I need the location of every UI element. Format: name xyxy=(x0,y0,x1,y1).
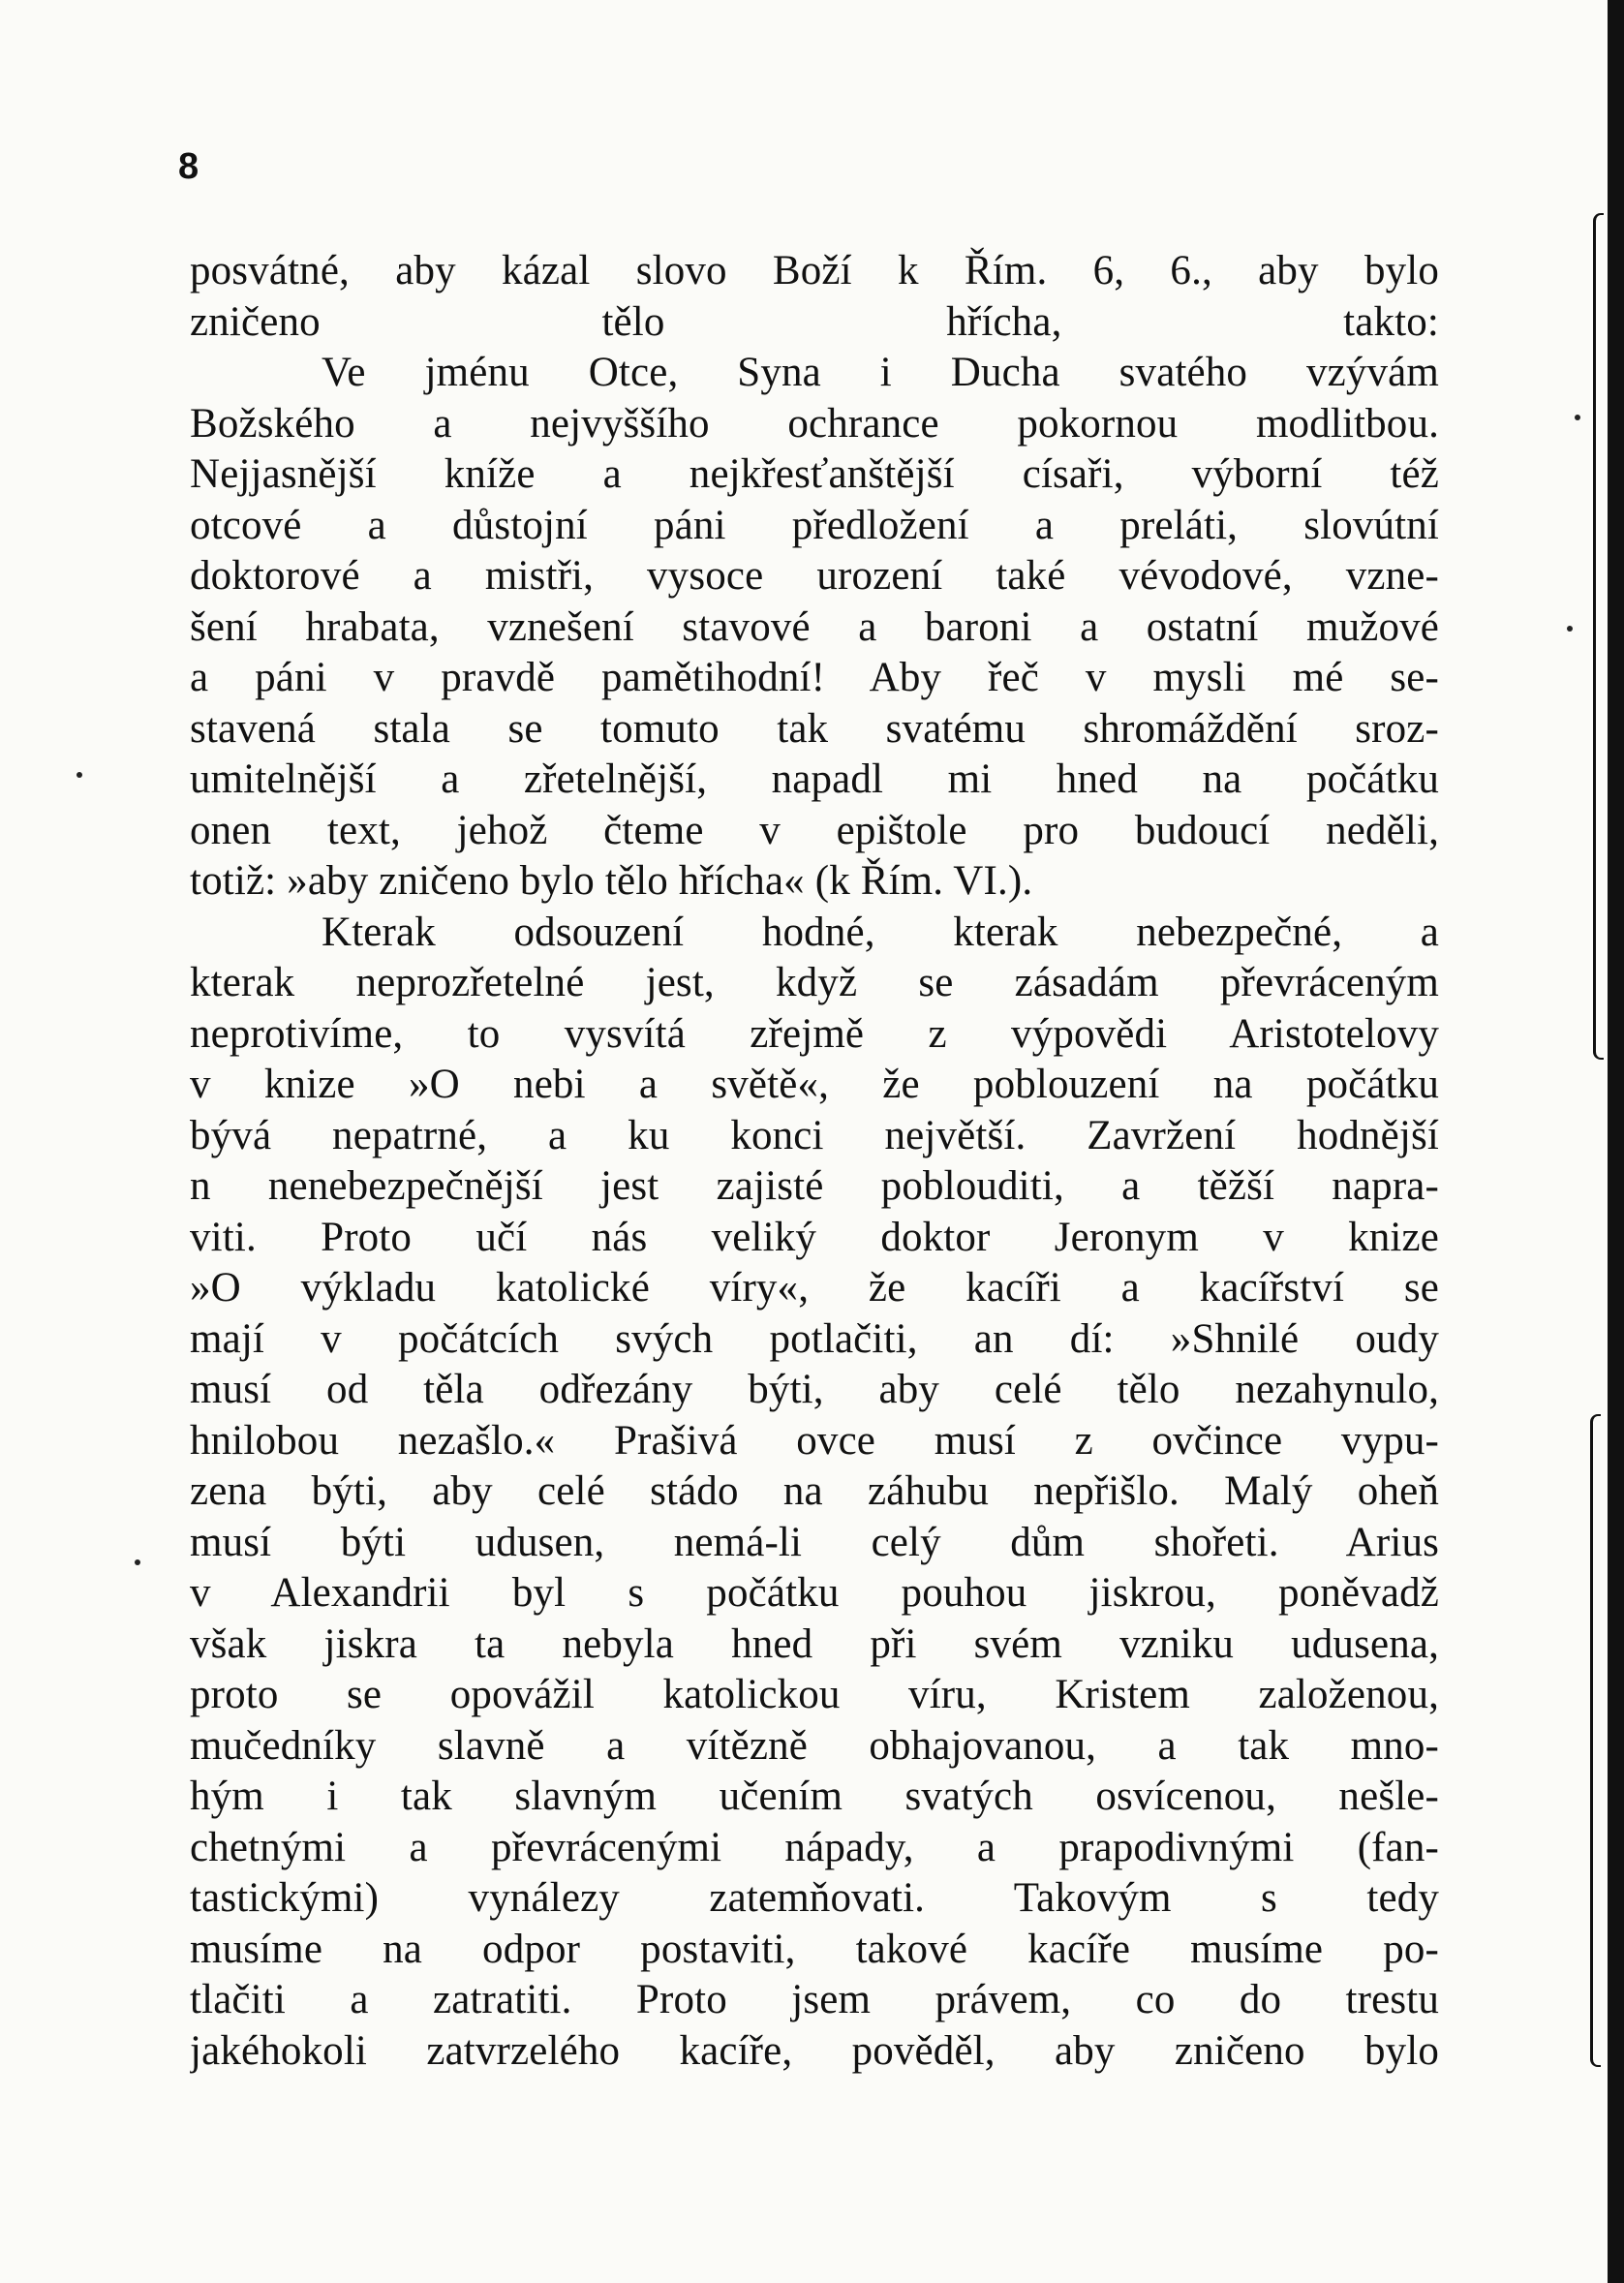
text-line-16: neprotivíme, to vysvítá zřejmě z výpovědi Aristotelovy xyxy=(190,1010,1439,1057)
text-line-29: proto se opovážil katolickou víru, Kristem založenou, xyxy=(190,1672,1439,1717)
text-line-6: otcové a důstojní páni předložení a preláti, slovútní xyxy=(190,502,1439,548)
text-line-20: viti. Proto učí nás veliký doktor Jeronym v knize xyxy=(190,1214,1439,1260)
scan-dust-dot xyxy=(1567,626,1573,632)
text-line-32: chetnými a převrácenými nápady, a prapodivnými (fan- xyxy=(190,1824,1439,1870)
text-line-11: umitelnější a zřetelnější, napadl mi hned na počátku xyxy=(190,756,1439,802)
text-line-1: posvátné, aby kázal slovo Boží k Řím. 6, 6., aby bylo xyxy=(190,248,1439,293)
text-line-31: hým i tak slavným učením svatých osvícenou, nešle- xyxy=(190,1774,1439,1819)
text-line-30: mučedníky slavně a vítězně obhajovanou, a tak mno- xyxy=(190,1722,1439,1769)
text-line-33: tastickými) vynálezy zatemňovati. Takovým s tedy xyxy=(190,1875,1439,1921)
text-line-34: musíme na odpor postaviti, takové kacíře musíme po- xyxy=(190,1926,1439,1972)
body-text xyxy=(190,246,1439,2077)
right-margin-bracket-lower xyxy=(1590,1414,1601,2067)
text-line-23: musí od těla odřezány býti, aby celé tělo nezahynulo, xyxy=(190,1367,1439,1412)
text-line-24: hnilobou nezašlo.« Prašivá ovce musí z ovčince vypu- xyxy=(190,1417,1439,1464)
scan-dust-dot xyxy=(1575,415,1580,420)
text-line-5: Nejjasnější kníže a nejkřesťanštější císaři, výborní též xyxy=(190,451,1439,497)
text-line-13: totiž: »aby zničeno bylo tělo hřícha« (k Řím. VI.). xyxy=(190,858,1033,904)
page-number: 8 xyxy=(178,146,199,187)
text-line-2: zničeno tělo hřícha, takto: xyxy=(190,298,1439,345)
text-line-21: »O výkladu katolické víry«, že kacíři a kacířství se xyxy=(190,1265,1439,1311)
text-line-15: kterak neprozřetelné jest, když se zásadám převráceným xyxy=(190,960,1439,1005)
text-line-25: zena býti, aby celé stádo na záhubu nepřišlo. Malý oheň xyxy=(190,1468,1439,1514)
text-line-27: v Alexandrii byl s počátku pouhou jiskrou, poněvadž xyxy=(190,1570,1439,1616)
text-line-9: a páni v pravdě pamětihodní! Aby řeč v mysli mé se- xyxy=(190,655,1439,700)
text-line-22: mají v počátcích svých potlačiti, an dí: »Shnilé oudy xyxy=(190,1315,1439,1362)
text-line-28: však jiskra ta nebyla hned při svém vzniku udusena, xyxy=(190,1620,1439,1667)
scan-dust-dot xyxy=(77,772,82,778)
right-margin-bracket-upper xyxy=(1593,213,1604,1060)
text-line-3: Ve jménu Otce, Syna i Ducha svatého vzývám xyxy=(322,350,1439,395)
text-line-17: v knize »O nebi a světě«, že poblouzení na počátku xyxy=(190,1062,1439,1107)
text-line-7: doktorové a mistři, vysoce urození také vévodové, vzne- xyxy=(190,553,1439,599)
text-line-10: stavená stala se tomuto tak svatému shromáždění sroz- xyxy=(190,705,1439,752)
text-line-4: Božského a nejvyššího ochrance pokornou modlitbou. xyxy=(190,400,1439,447)
text-line-14: Kterak odsouzení hodné, kterak nebezpečné, a xyxy=(322,909,1439,955)
text-line-19: n nenebezpečnější jest zajisté poblouditi, a těžší napra- xyxy=(190,1163,1439,1209)
text-line-12: onen text, jehož čteme v epištole pro budoucí neděli, xyxy=(190,807,1439,853)
text-line-35: tlačiti a zatratiti. Proto jsem právem, co do trestu xyxy=(190,1977,1439,2022)
scan-dust-dot xyxy=(135,1559,140,1565)
scan-right-border xyxy=(1608,0,1624,2283)
text-line-26: musí býti udusen, nemá-li celý dům shořeti. Arius xyxy=(190,1519,1439,1565)
text-line-18: bývá nepatrné, a ku konci největší. Zavržení hodnější xyxy=(190,1112,1439,1158)
text-line-8: šení hrabata, vznešení stavové a baroni a ostatní mužové xyxy=(190,603,1439,650)
text-line-36: jakéhokoli zatvrzelého kacíře, pověděl, aby zničeno bylo xyxy=(190,2027,1439,2074)
